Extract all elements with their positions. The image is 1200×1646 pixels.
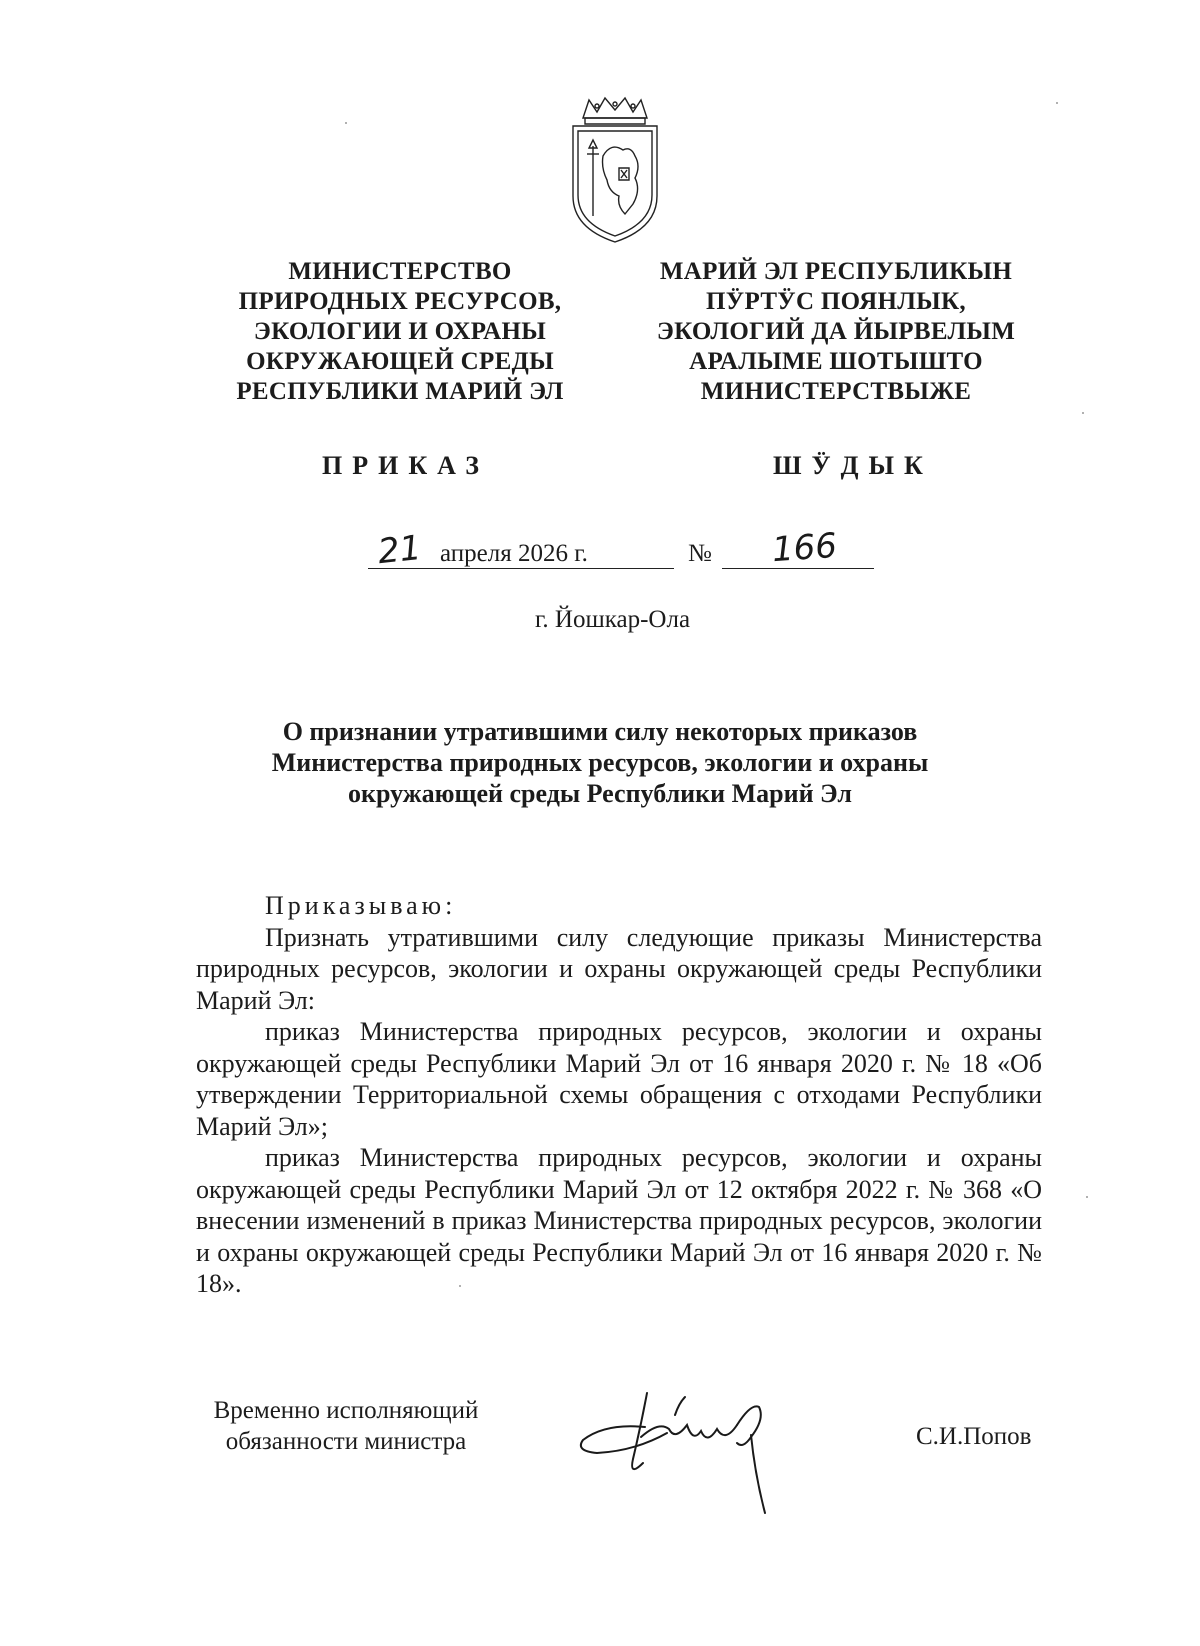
mari-el-coat-of-arms-icon	[563, 96, 667, 246]
document-body	[196, 890, 1042, 1300]
signatory-role	[196, 1395, 496, 1457]
doc-type-russian: ПРИКАЗ	[322, 451, 490, 480]
order-word: Приказываю:	[265, 891, 457, 920]
title-line: О признании утратившими силу некоторых приказов	[282, 717, 918, 746]
org-name-mari	[634, 257, 1038, 407]
body-paragraph: приказ Министерства природных ресурсов, экологии и охраны окружающей среды Республики Марий Эл от 12 октября 2022 г. № 368 «О внесении изменений в приказ Министерства природных ресурсов, экологии и охраны окружающей среды Республики Марий Эл от 16 января 2020 г. № 18».	[196, 1143, 1042, 1298]
scan-speck	[1086, 1196, 1088, 1198]
org-line: РЕСПУБЛИКИ МАРИЙ ЭЛ	[236, 378, 564, 405]
city: г. Йошкар-Ола	[535, 606, 691, 633]
scan-speck	[345, 122, 347, 124]
handwritten-signature	[575, 1385, 805, 1515]
date-day-handwritten: 21	[376, 527, 424, 573]
title-line: Министерства природных ресурсов, экологии и охраны	[271, 748, 929, 777]
org-line: ЭКОЛОГИЙ ДА ЙЫРВЕЛЫМ	[656, 318, 1016, 345]
org-line: ПРИРОДНЫХ РЕСУРСОВ,	[238, 288, 562, 315]
scan-speck	[1082, 412, 1084, 414]
document-title	[200, 716, 1000, 809]
role-line: обязанности министра	[225, 1428, 467, 1455]
number-sign: №	[688, 540, 712, 567]
org-name-russian	[212, 257, 588, 407]
org-line: ЭКОЛОГИИ И ОХРАНЫ	[253, 318, 547, 345]
scan-speck	[459, 1285, 461, 1287]
title-line: окружающей среды Республики Марий Эл	[348, 779, 852, 808]
org-line: ПӰРТӰС ПОЯНЛЫК,	[706, 288, 966, 315]
body-paragraph: приказ Министерства природных ресурсов, экологии и охраны окружающей среды Республики Марий Эл от 16 января 2020 г. № 18 «Об утверждении Территориальной схемы обращения с отходами Республики Марий Эл»;	[196, 1017, 1042, 1141]
role-line: Временно исполняющий	[213, 1397, 479, 1424]
doc-type-mari: ШӰДЫК	[773, 451, 933, 480]
org-line: МИНИСТЕРСТВЫЖЕ	[700, 378, 972, 405]
scan-speck	[1056, 102, 1058, 104]
document-number-handwritten: 166	[770, 525, 839, 571]
org-line: МИНИСТЕРСТВО	[288, 258, 512, 285]
date-month-year: апреля 2026 г.	[440, 540, 588, 567]
body-paragraph: Признать утратившими силу следующие приказы Министерства природных ресурсов, экологии и охраны окружающей среды Республики Марий Эл:	[196, 922, 1042, 1015]
org-line: АРАЛЫМЕ ШОТЫШТО	[689, 348, 983, 375]
org-line: ОКРУЖАЮЩЕЙ СРЕДЫ	[246, 348, 554, 375]
org-line: МАРИЙ ЭЛ РЕСПУБЛИКЫН	[659, 258, 1013, 285]
signatory-name: С.И.Попов	[916, 1423, 1032, 1450]
